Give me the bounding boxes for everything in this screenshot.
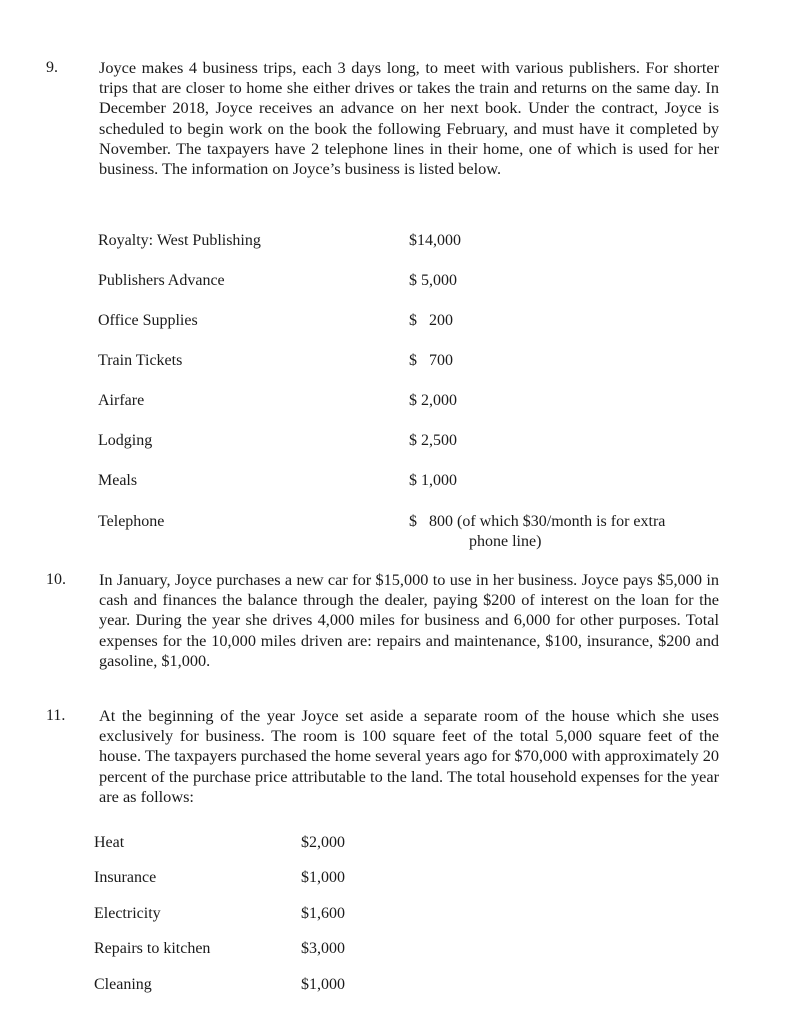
item-label: Repairs to kitchen [94,940,211,957]
telephone-amount-line-1: $ 800 (of which $30/month is for extra [409,513,666,530]
question-10-number: 10. [46,571,66,588]
question-9-text [99,58,719,179]
item-amount: $ 700 [409,352,453,369]
item-label: Train Tickets [98,352,183,369]
question-11-number: 11. [46,707,66,724]
question-11-text [99,706,719,807]
item-label: Insurance [94,869,157,886]
item-label: Lodging [98,432,153,449]
question-10-paragraph: In January, Joyce purchases a new car for $15,000 to use in her business. Joyce pays $5,000 in cash and finances the balance through the dealer, paying $200 of interest on the loan for the year. During the year she drives 4,000 miles for business and 6,000 for other purposes. Total expenses for the 10,000 miles driven are: repairs and maintenance, $100, insurance, $200 and gasoline, $1,000. [99,570,719,670]
question-10-text [99,570,719,671]
item-label: Publishers Advance [98,272,225,289]
item-label: Meals [98,472,138,489]
item-amount: $ 200 [409,312,453,329]
question-9-number: 9. [46,59,58,76]
telephone-amount-line-2: phone line) [469,533,542,550]
item-amount: $ 5,000 [409,272,457,289]
item-amount: $14,000 [409,232,461,249]
item-amount: $1,000 [301,976,345,993]
item-amount: $ 2,000 [409,392,457,409]
item-amount: $ 2,500 [409,432,457,449]
question-11-paragraph: At the beginning of the year Joyce set aside a separate room of the house which she uses exclusively for business. The room is 100 square feet of the total 5,000 square feet of the house. The taxpayers purchased the home several years ago for $70,000 with approximately 20 percent of the purchase price attributable to the land. The total household expenses for the year are as follows: [99,706,719,806]
item-label: Cleaning [94,976,152,993]
question-9-paragraph: Joyce makes 4 business trips, each 3 days long, to meet with various publishers. For shorter trips that are closer to home she either drives or takes the train and returns on the same day. In December 2018, Joyce receives an advance on her next book. Under the contract, Joyce is scheduled to begin work on the book the following February, and must have it completed by November. The taxpayers have 2 telephone lines in their home, one of which is used for her business. The information on Joyce’s business is listed below. [99,58,719,179]
item-label: Royalty: West Publishing [98,232,261,249]
item-amount: $1,600 [301,905,345,922]
item-label: Airfare [98,392,145,409]
item-label: Electricity [94,905,161,922]
item-label: Office Supplies [98,312,198,329]
item-amount: $2,000 [301,834,345,851]
item-amount: $1,000 [301,869,345,886]
item-amount [409,512,729,552]
item-amount: $ 1,000 [409,472,457,489]
item-label: Telephone [98,513,165,530]
item-amount: $3,000 [301,940,345,957]
item-label: Heat [94,834,125,851]
